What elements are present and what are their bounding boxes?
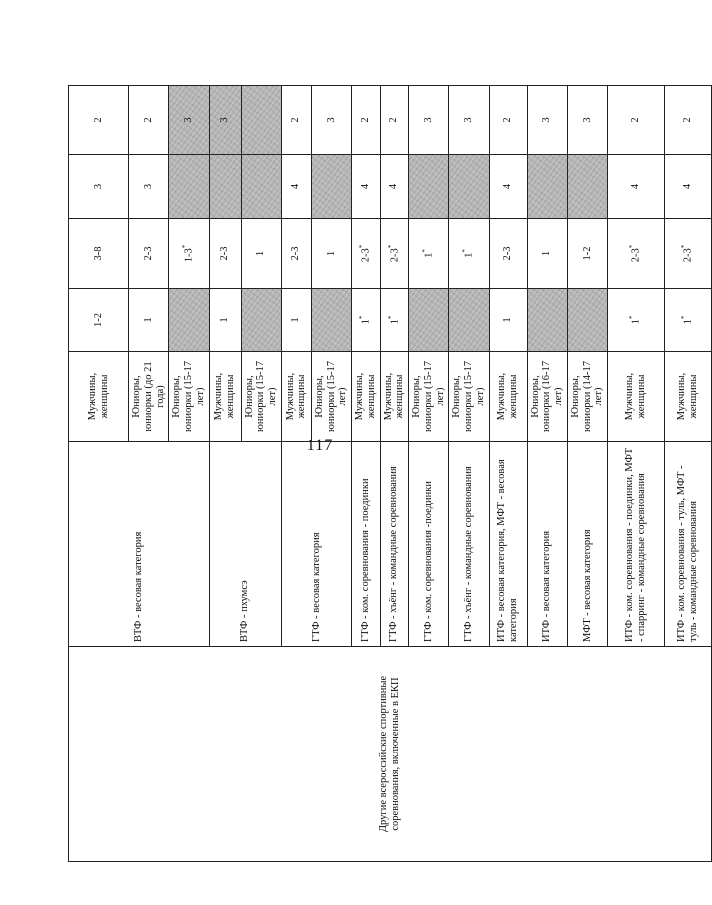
places-3-8-cell-text: 2-3 <box>219 246 231 261</box>
category-2-cell-text: 2 <box>92 117 104 123</box>
places-1-2-cell-text: 1 <box>142 317 154 323</box>
places-3-8-cell-text: 1 <box>325 250 337 257</box>
places-1-2-cell <box>69 289 129 352</box>
age-group-cell-text: Юниоры, юниорки (14-17 лет) <box>569 361 605 432</box>
category-2-cell <box>489 86 527 155</box>
places-3-8-cell <box>209 219 241 289</box>
category-3-cell <box>281 155 311 219</box>
age-group-cell <box>352 352 381 442</box>
places-3-8-cell-text: 1 <box>255 250 267 257</box>
footnote-mark: * <box>628 315 637 320</box>
category-2-cell-text: 2 <box>388 117 400 123</box>
category-3-cell <box>209 155 241 219</box>
places-3-8-cell-text: 2-3 <box>290 246 302 261</box>
discipline-cell <box>567 442 607 647</box>
discipline-cell <box>380 442 409 647</box>
places-1-2-cell <box>352 289 381 352</box>
category-3-cell <box>489 155 527 219</box>
places-3-8-cell-text: 3-8 <box>92 246 104 261</box>
places-3-8-cell <box>241 219 281 289</box>
category-3-cell-text: 3 <box>92 183 104 190</box>
category-3-cell <box>567 155 607 219</box>
category-2-cell <box>608 86 665 155</box>
places-1-2-cell <box>311 289 351 352</box>
places-3-8-cell-text: 2-3 <box>142 246 154 261</box>
discipline-cell <box>69 442 210 647</box>
places-3-8-cell <box>527 219 567 289</box>
category-2-cell <box>449 86 489 155</box>
places-1-2-cell-text: 1 <box>219 317 231 323</box>
places-1-2-cell <box>241 289 281 352</box>
age-group-cell <box>129 352 169 442</box>
places-3-8-cell <box>169 219 209 289</box>
category-2-cell <box>69 86 129 155</box>
age-group-cell <box>567 352 607 442</box>
places-3-8-cell <box>380 219 409 289</box>
places-1-2-cell <box>409 289 449 352</box>
places-1-2-cell <box>380 289 409 352</box>
age-group-cell <box>608 352 665 442</box>
discipline-cell-text: ИТФ - весовая категория, МФТ - весовая категория <box>496 459 519 642</box>
section-label: Другие всероссийские спортивные соревнования, включенные в ЕКП <box>69 647 712 862</box>
discipline-cell-text: ВТФ - весовая категория <box>132 531 144 642</box>
footnote-mark: * <box>680 315 689 320</box>
age-group-cell <box>527 352 567 442</box>
places-3-8-cell <box>449 219 489 289</box>
places-3-8-cell-text: 1 <box>541 250 553 257</box>
category-3-cell-text: 4 <box>388 183 400 190</box>
places-3-8-cell <box>665 219 712 289</box>
footnote-mark: * <box>358 244 367 249</box>
category-2-cell-text: 2 <box>359 117 371 123</box>
category-2-cell-text: 2 <box>142 117 154 123</box>
discipline-cell <box>665 442 712 647</box>
discipline-cell-text: ГТФ - хъёнг - командные соревнования <box>388 466 400 642</box>
age-group-cell <box>69 352 129 442</box>
footnote-mark: * <box>358 315 367 320</box>
category-3-cell-text: 4 <box>502 183 514 190</box>
category-2-cell-text: 2 <box>502 117 514 123</box>
places-3-8-cell <box>567 219 607 289</box>
table-row <box>69 86 129 862</box>
age-group-cell-text: Юниоры, юниорки (15-17 лет) <box>411 361 446 432</box>
discipline-cell-text: ИТФ - весовая категория <box>541 530 553 642</box>
category-3-cell <box>409 155 449 219</box>
discipline-cell <box>608 442 665 647</box>
places-1-2-cell <box>489 289 527 352</box>
category-3-cell-text: 4 <box>630 183 642 190</box>
age-group-cell-text: Мужчины, женщины <box>382 372 406 421</box>
category-2-cell <box>352 86 381 155</box>
places-1-2-cell-text: 1 <box>502 317 514 323</box>
category-2-cell <box>567 86 607 155</box>
footnote-mark: * <box>181 244 190 249</box>
age-group-cell-text: Мужчины, женщины <box>496 372 519 421</box>
category-2-cell-text: 3 <box>463 117 474 123</box>
category-3-cell-text: 4 <box>359 183 371 190</box>
discipline-cell <box>527 442 567 647</box>
category-3-cell <box>665 155 712 219</box>
discipline-cell <box>352 442 381 647</box>
age-group-cell <box>380 352 409 442</box>
discipline-cell <box>209 442 281 647</box>
age-group-cell <box>169 352 209 442</box>
footnote-mark: * <box>680 244 689 249</box>
category-2-cell <box>281 86 311 155</box>
category-2-cell-text: 3 <box>422 117 434 123</box>
category-3-cell <box>527 155 567 219</box>
places-1-2-cell-text: 1 <box>630 319 642 325</box>
places-1-2-cell-text: 1 <box>682 319 694 325</box>
discipline-cell-text: ГТФ - ком. соревнования -поединки <box>422 481 434 642</box>
category-3-cell <box>608 155 665 219</box>
category-3-cell-text: 4 <box>682 183 694 190</box>
places-3-8-cell <box>608 219 665 289</box>
places-1-2-cell <box>527 289 567 352</box>
category-3-cell <box>380 155 409 219</box>
places-1-2-cell <box>281 289 311 352</box>
places-3-8-cell-text: 1 <box>423 252 435 258</box>
age-group-cell-text: Мужчины, женщины <box>284 372 308 421</box>
places-1-2-cell <box>169 289 209 352</box>
footnote-mark: * <box>461 249 470 253</box>
places-3-8-cell-text: 1 <box>463 252 475 258</box>
places-1-2-cell <box>567 289 607 352</box>
places-3-8-cell <box>409 219 449 289</box>
category-2-cell <box>169 86 209 155</box>
category-2-cell <box>129 86 169 155</box>
places-3-8-cell <box>69 219 129 289</box>
places-1-2-cell <box>209 289 241 352</box>
category-2-cell <box>311 86 351 155</box>
places-1-2-cell <box>608 289 665 352</box>
category-2-cell <box>665 86 712 155</box>
places-3-8-cell-text: 1-3 <box>183 248 195 263</box>
places-3-8-cell-text: 2-3 <box>682 248 694 263</box>
page-number: 117 <box>306 437 334 454</box>
category-3-cell <box>69 155 129 219</box>
category-2-cell-text: 3 <box>541 117 553 123</box>
category-3-cell <box>352 155 381 219</box>
age-group-cell <box>665 352 712 442</box>
footnote-mark: * <box>386 244 395 249</box>
table-body <box>69 86 712 862</box>
age-group-cell <box>409 352 449 442</box>
places-1-2-cell <box>129 289 169 352</box>
age-group-cell-text: Юниоры, юниорки (16-17 лет) <box>529 361 564 432</box>
category-2-cell-text: 2 <box>630 117 642 123</box>
category-3-cell <box>449 155 489 219</box>
category-3-cell <box>129 155 169 219</box>
category-3-cell <box>241 155 281 219</box>
age-group-cell-text: Мужчины, женщины <box>213 372 236 421</box>
category-2-cell-text: 3 <box>219 117 231 123</box>
discipline-cell <box>281 442 351 647</box>
places-1-2-cell-text: 1 <box>360 319 372 325</box>
age-group-cell-text: Юниоры, юниорки (15-17 лет) <box>243 361 278 432</box>
age-group-cell <box>489 352 527 442</box>
age-group-cell-text: Мужчины, женщины <box>86 372 110 421</box>
places-1-2-cell <box>449 289 489 352</box>
age-group-cell <box>449 352 489 442</box>
age-group-cell <box>209 352 241 442</box>
category-2-cell-text: 3 <box>325 117 337 123</box>
category-2-cell <box>241 86 281 155</box>
discipline-cell-text: ГТФ - ком. соревнования - поединки <box>359 478 371 642</box>
discipline-cell-text: ГТФ - весовая категория <box>310 532 322 642</box>
age-group-cell-text: Мужчины, женщины <box>354 372 377 421</box>
category-2-cell <box>409 86 449 155</box>
category-2-cell-text: 3 <box>183 117 194 123</box>
places-3-8-cell-text: 2-3 <box>360 248 372 263</box>
discipline-cell-text: МФТ - весовая категория <box>581 529 593 642</box>
places-3-8-cell-text: 2-3 <box>630 248 642 263</box>
places-3-8-cell <box>489 219 527 289</box>
places-3-8-cell <box>311 219 351 289</box>
footnote-mark: * <box>628 244 637 249</box>
age-group-cell-text: Юниоры, юниорки (15-17 лет) <box>313 361 349 432</box>
discipline-cell-text: ВТФ - пхумсэ <box>239 580 251 642</box>
places-1-2-cell-text: 1 <box>389 319 401 325</box>
age-group-cell-text: Мужчины, женщины <box>624 372 647 421</box>
age-group-cell-text: Юниоры, юниорки (до 21 года) <box>131 361 166 432</box>
category-2-cell <box>209 86 241 155</box>
places-3-8-cell <box>352 219 381 289</box>
places-1-2-cell <box>665 289 712 352</box>
places-3-8-cell-text: 2-3 <box>502 246 514 261</box>
discipline-cell <box>449 442 489 647</box>
places-3-8-cell <box>129 219 169 289</box>
discipline-cell-text: ИТФ - ком. соревнования - поединки, МФТ - спарринг - командные соревнования <box>624 448 647 642</box>
age-group-cell <box>311 352 351 442</box>
category-2-cell <box>380 86 409 155</box>
age-group-cell <box>281 352 311 442</box>
places-3-8-cell-text: 2-3 <box>389 248 401 263</box>
age-group-cell <box>241 352 281 442</box>
category-3-cell-text: 3 <box>142 183 154 190</box>
category-2-cell-text: 2 <box>290 117 302 123</box>
discipline-cell-text: ГТФ - хъёнг - командные соревнования <box>463 466 474 642</box>
places-3-8-cell-text: 1-2 <box>581 246 593 261</box>
age-group-cell-text: Юниоры, юниорки (15-17 лет) <box>451 361 486 432</box>
places-3-8-cell <box>281 219 311 289</box>
discipline-cell <box>409 442 449 647</box>
footnote-mark: * <box>386 315 395 320</box>
category-2-cell-text: 2 <box>682 117 694 123</box>
category-3-cell <box>169 155 209 219</box>
discipline-cell <box>489 442 527 647</box>
footnote-mark: * <box>421 249 429 253</box>
criteria-table <box>68 85 712 862</box>
category-2-cell-text: 3 <box>581 117 593 123</box>
category-2-cell <box>527 86 567 155</box>
age-group-cell-text: Юниоры, юниорки (15-17 лет) <box>171 361 206 432</box>
category-3-cell-text: 4 <box>290 183 302 190</box>
age-group-cell-text: Мужчины, женщины <box>676 372 699 421</box>
places-1-2-cell-text: 1-2 <box>92 313 104 327</box>
places-1-2-cell-text: 1 <box>290 317 302 323</box>
category-3-cell <box>311 155 351 219</box>
rotated-table-container <box>68 86 699 862</box>
discipline-cell-text: ИТФ - ком. соревнования - туль, МФТ - туль - командные соревнования <box>676 465 699 642</box>
